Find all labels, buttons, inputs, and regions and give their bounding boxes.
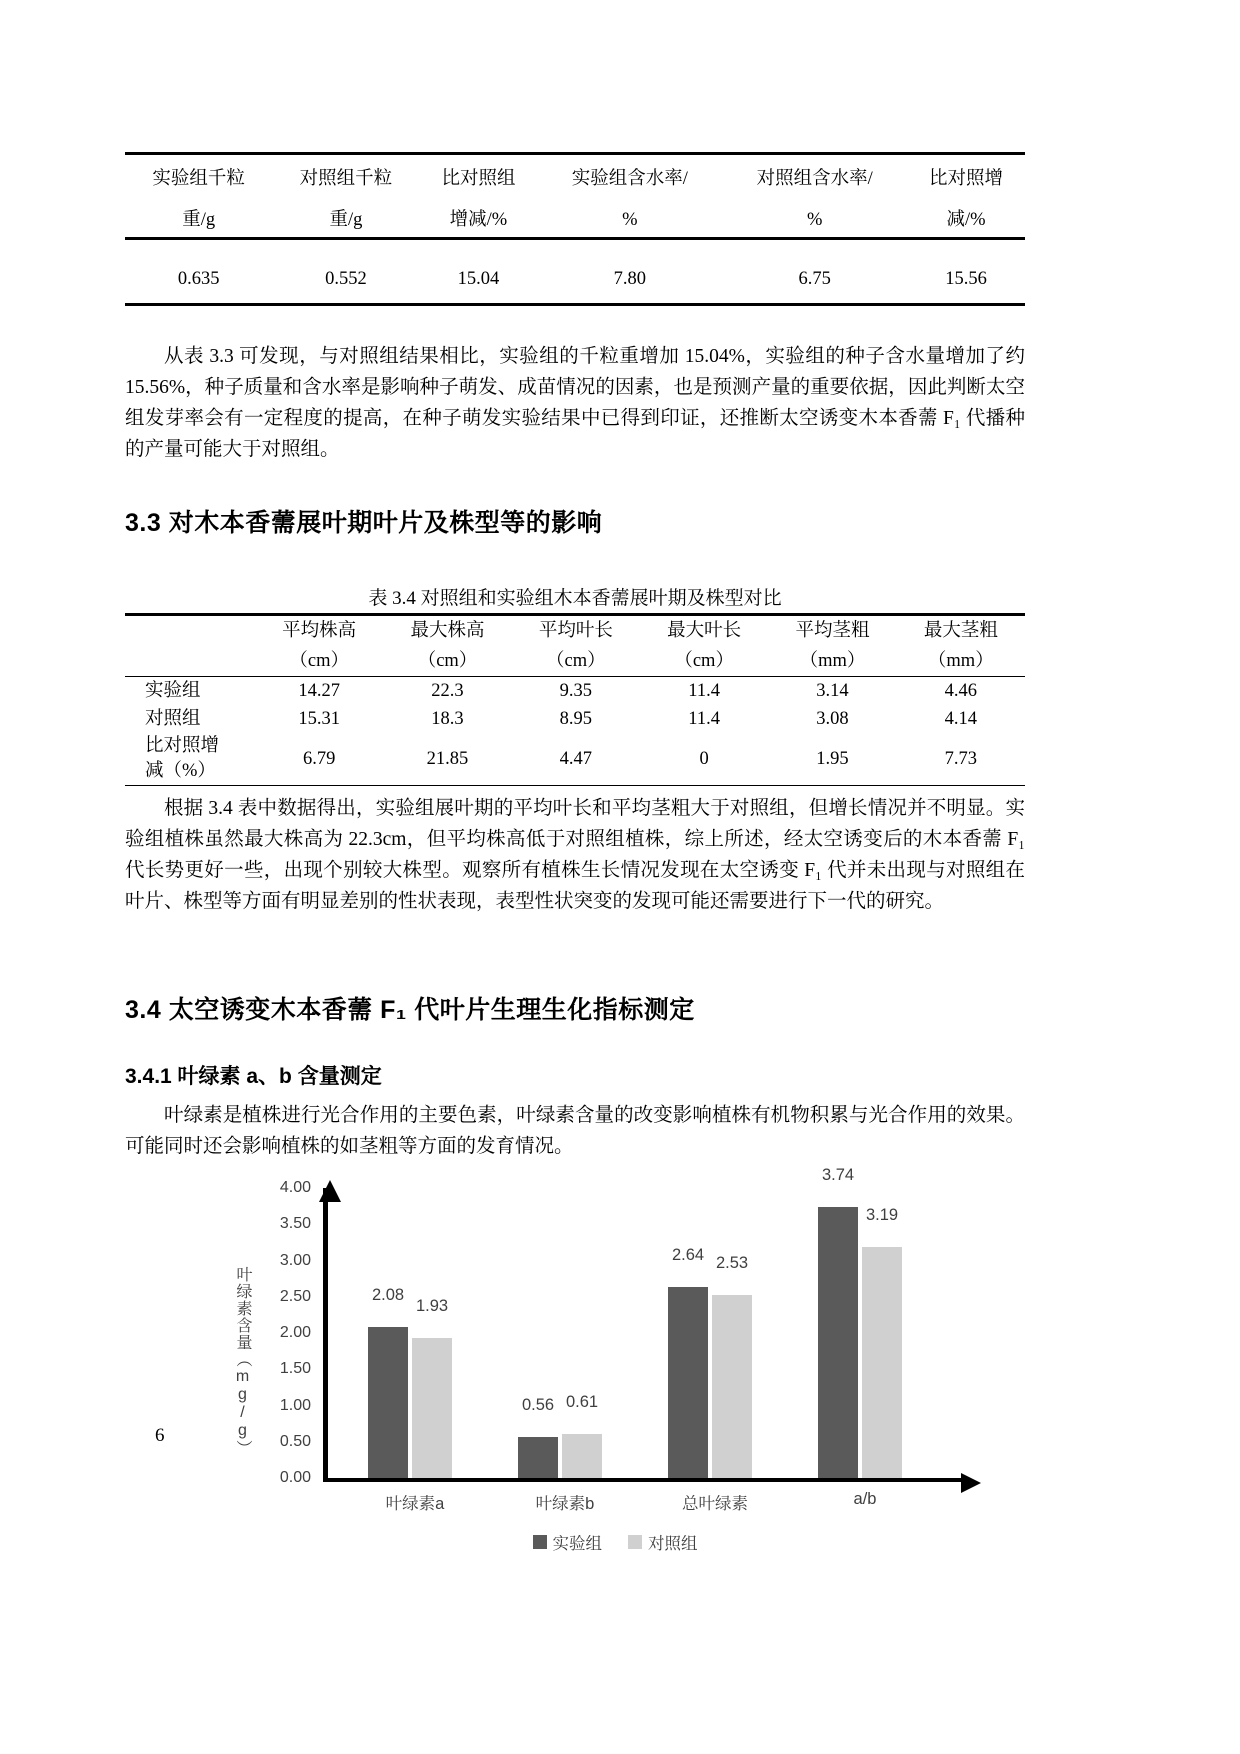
- th-unit-5: （mm）: [799, 651, 866, 671]
- page-number: 6: [155, 1425, 165, 1446]
- table-row: [125, 677, 1025, 706]
- bar-experimental: [668, 1287, 708, 1478]
- chart-y-axis-arrow: [319, 1180, 341, 1202]
- cell-avg-stem-diam: 3.08: [816, 709, 849, 729]
- cell-avg-leaf-length: 9.35: [559, 681, 592, 701]
- legend-swatch: [533, 1535, 547, 1549]
- chart-y-tick: 1.00: [279, 1396, 311, 1414]
- document-page: [125, 0, 1025, 1754]
- th-unit-4: %: [622, 210, 638, 230]
- chart-bar-group: [518, 1178, 608, 1513]
- chart-y-axis-title: 叶绿素含量（mg/g）: [234, 1266, 251, 1457]
- row-label-control: 对照组: [145, 709, 201, 729]
- row-label-change-line1: 比对照增: [145, 736, 220, 756]
- th-unit-blank: [125, 646, 255, 677]
- table-3-3-grid: [125, 152, 1025, 303]
- chart-y-tick: 2.00: [279, 1324, 311, 1341]
- legend-swatch: [628, 1535, 642, 1549]
- cell-avg-leaf-length: 4.47: [559, 749, 592, 769]
- th-unit-4: （cm）: [674, 651, 734, 671]
- cell-ctl-moisture: 6.75: [798, 269, 831, 289]
- th-unit-6: （mm）: [927, 651, 994, 671]
- th-max-leaf-length: 最大叶长: [667, 621, 742, 641]
- chart-x-axis-arrow: [961, 1473, 981, 1493]
- chart-legend: [235, 1530, 995, 1554]
- cell-max-height: 18.3: [431, 709, 464, 729]
- table-3-4: [125, 583, 1025, 786]
- table-3-4-grid: [125, 613, 1025, 785]
- heading-3-4-1: 3.4.1 叶绿素 a、b 含量测定: [125, 1065, 382, 1088]
- cell-avg-height: 6.79: [302, 749, 336, 769]
- cell-max-leaf-length: 11.4: [688, 709, 720, 729]
- chart-y-tick: 3.00: [279, 1251, 311, 1269]
- th-unit-3: （cm）: [546, 651, 606, 671]
- th-max-height: 最大株高: [410, 621, 485, 641]
- bar-value-label: 2.53: [715, 1253, 749, 1272]
- chart-x-tick-label: 叶绿素b: [535, 1495, 595, 1513]
- paragraph-table33-analysis: 从表 3.3 可发现，与对照组结果相比，实验组的千粒重增加 15.04%，实验组的种子含水量增加了约 15.56%，种子质量和含水率是影响种子萌发、成苗情况的因素，也是预测产量的重要依据，因此判断太空组发芽率会有一定程度的提高，在种子萌发实验结果中已得到印证，还推断太空诱变木本香薷 F₁ 代播种的产量可能大于对照组。: [125, 346, 1025, 460]
- bar-experimental: [818, 1207, 858, 1478]
- table-row: [125, 705, 1025, 733]
- chart-y-axis-line: [323, 1188, 328, 1478]
- chart-x-tick-label: 叶绿素a: [385, 1495, 445, 1513]
- chart-x-tick-label: a/b: [853, 1490, 877, 1508]
- cell-exp-moisture: 7.80: [613, 269, 646, 289]
- chart-y-tick: 1.50: [279, 1360, 311, 1378]
- cell-ctl-kernel-weight: 0.552: [325, 269, 367, 289]
- paragraph-chlorophyll-intro: 叶绿素是植株进行光合作用的主要色素，叶绿素含量的改变影响植株有机物积累与光合作用的效果。可能同时还会影响植株的如茎粗等方面的发育情况。: [125, 1105, 1025, 1157]
- chart-y-tick: 3.50: [279, 1215, 311, 1233]
- table-row-header-1: [125, 615, 1025, 647]
- table-row: [125, 239, 1025, 304]
- bar-experimental: [518, 1437, 558, 1478]
- th-unit-3: 增减/%: [449, 210, 508, 230]
- bar-value-label: 0.61: [565, 1392, 599, 1411]
- bar-value-label: 2.08: [371, 1286, 405, 1305]
- cell-avg-leaf-length: 8.95: [559, 709, 592, 729]
- cell-avg-stem-diam: 3.14: [816, 681, 849, 701]
- bar-control: [712, 1295, 752, 1478]
- chart-y-tick: 0.00: [279, 1469, 311, 1486]
- bar-value-label: 1.93: [415, 1297, 449, 1316]
- bar-control: [862, 1247, 902, 1478]
- th-unit-2: （cm）: [417, 651, 478, 671]
- bar-experimental: [368, 1327, 408, 1478]
- chlorophyll-bar-chart: [234, 1165, 995, 1568]
- row-label-change: [125, 733, 255, 785]
- table-3-3: [125, 152, 1025, 306]
- bar-value-label: 3.74: [821, 1165, 855, 1184]
- legend-label: 实验组: [552, 1535, 602, 1553]
- cell-max-stem-diam: 4.46: [944, 681, 977, 701]
- table-row-header-2: [125, 196, 1025, 239]
- chart-y-tick: 2.50: [279, 1287, 311, 1305]
- heading-3-3: 3.3 对木本香薷展叶期叶片及株型等的影响: [125, 509, 603, 537]
- chart-y-tick: 4.00: [279, 1179, 311, 1196]
- bar-control: [562, 1434, 602, 1478]
- cell-max-leaf-length: 0: [699, 749, 709, 769]
- th-ctl-moisture: 对照组含水率/: [756, 169, 873, 189]
- cell-change-vs-ctl: 15.04: [457, 269, 500, 289]
- th-max-stem-diam: 最大茎粗: [923, 621, 998, 641]
- cell-avg-stem-diam: 1.95: [816, 749, 849, 769]
- th-avg-leaf-length: 平均叶长: [538, 621, 613, 641]
- chart-bar-group: [668, 1178, 758, 1513]
- th-unit-2: 重/g: [329, 210, 363, 230]
- chart-x-tick-label: 总叶绿素: [682, 1495, 748, 1513]
- table-row: [125, 733, 1025, 785]
- bar-value-label: 2.64: [671, 1245, 705, 1264]
- paragraph-table34-analysis: 根据 3.4 表中数据得出，实验组展叶期的平均叶长和平均茎粗大于对照组，但增长情况并不明显。实验组植株虽然最大株高为 22.3cm，但平均株高低于对照组植株，综上所述，经太空诱变后的木本香薷 F₁ 代长势更好一些，出现个别较大株型。观察所有植株生长情况发现在太空诱变 F₁ 代并未出现与对照组在叶片、株型等方面有明显差别的性状表现，表型性状突变的发现可能还需要进行下一代的研究。: [125, 798, 1025, 912]
- chart-plot-area: [323, 1165, 973, 1513]
- bar-value-label: 3.19: [865, 1205, 899, 1224]
- cell-exp-kernel-weight: 0.635: [177, 269, 220, 289]
- cell-max-leaf-length: 11.4: [688, 681, 720, 701]
- th-avg-height: 平均株高: [282, 621, 357, 641]
- th-unit-5: %: [806, 210, 823, 230]
- row-label-experimental: 实验组: [145, 681, 201, 701]
- th-unit-6: 减/%: [946, 210, 986, 230]
- chart-bar-group: [818, 1165, 908, 1508]
- cell-avg-height: 14.27: [298, 681, 340, 701]
- th-moisture-change: 比对照增: [929, 169, 1004, 189]
- th-unit-1: （cm）: [289, 651, 349, 671]
- th-ctl-kernel-weight: 对照组千粒: [299, 169, 393, 189]
- cell-avg-height: 15.31: [298, 709, 340, 729]
- table-3-4-caption: 表 3.4 对照组和实验组木本香薷展叶期及株型对比: [368, 588, 782, 609]
- cell-max-height: 22.3: [431, 681, 464, 701]
- cell-max-stem-diam: 4.14: [944, 709, 977, 729]
- bar-value-label: 0.56: [521, 1396, 555, 1415]
- table-row-header-1: [125, 154, 1025, 197]
- chart-y-axis-ticks: [265, 1178, 311, 1486]
- bar-control: [412, 1338, 452, 1478]
- chart-legend-item: [533, 1530, 603, 1554]
- th-blank: [125, 615, 255, 647]
- row-label-change-line2: 减（%）: [145, 761, 216, 781]
- heading-3-4: 3.4 太空诱变木本香薷 F₁ 代叶片生理生化指标测定: [125, 996, 695, 1024]
- chart-y-tick: 0.50: [279, 1432, 311, 1450]
- th-exp-moisture: 实验组含水率/: [571, 169, 688, 189]
- table-row-header-2: [125, 646, 1025, 677]
- th-unit-1: 重/g: [182, 210, 216, 230]
- th-avg-stem-diam: 平均茎粗: [795, 621, 870, 641]
- th-change-vs-ctl: 比对照组: [441, 169, 516, 189]
- chart-x-axis-line: [323, 1478, 963, 1482]
- cell-max-stem-diam: 7.73: [944, 749, 977, 769]
- cell-moisture-change: 15.56: [945, 269, 987, 289]
- legend-label: 对照组: [648, 1535, 698, 1553]
- th-exp-kernel-weight: 实验组千粒: [152, 169, 245, 189]
- cell-max-height: 21.85: [426, 749, 469, 769]
- chart-legend-item: [628, 1530, 698, 1554]
- chart-bar-group: [368, 1178, 458, 1513]
